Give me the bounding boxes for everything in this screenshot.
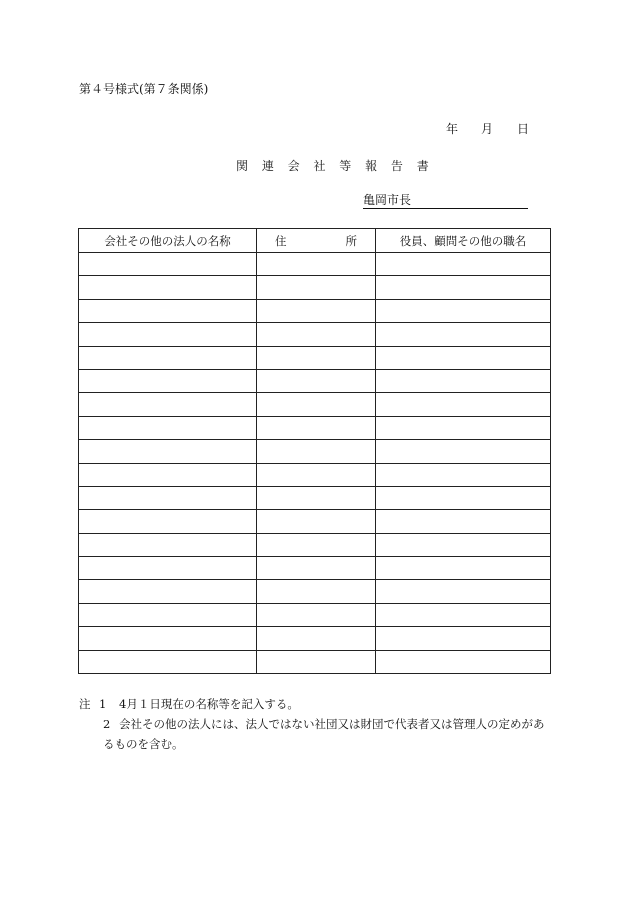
table-row (79, 393, 551, 416)
address-cell[interactable] (257, 463, 376, 486)
note-2-text-continued: るものを含む。 (103, 737, 184, 751)
table-row (79, 323, 551, 346)
table-row (79, 276, 551, 299)
table-row (79, 299, 551, 322)
position-cell[interactable] (376, 323, 551, 346)
company-name-cell[interactable] (79, 369, 257, 392)
table-row (79, 557, 551, 580)
header-address-part1: 住 (275, 233, 287, 248)
company-name-cell[interactable] (79, 253, 257, 276)
company-name-cell[interactable] (79, 486, 257, 509)
position-cell[interactable] (376, 486, 551, 509)
company-name-cell[interactable] (79, 627, 257, 650)
header-position: 役員、顧問その他の職名 (376, 229, 551, 253)
note-2-number: 2 (103, 717, 111, 731)
position-cell[interactable] (376, 627, 551, 650)
table-row (79, 416, 551, 439)
document-title: 関 連 会 社 等 報 告 書 (236, 159, 434, 173)
address-cell[interactable] (257, 369, 376, 392)
company-name-cell[interactable] (79, 393, 257, 416)
address-cell[interactable] (257, 440, 376, 463)
table-row (79, 346, 551, 369)
company-name-cell[interactable] (79, 533, 257, 556)
address-cell[interactable] (257, 276, 376, 299)
table-row (79, 580, 551, 603)
company-name-cell[interactable] (79, 510, 257, 533)
position-cell[interactable] (376, 346, 551, 369)
address-cell[interactable] (257, 393, 376, 416)
address-cell[interactable] (257, 557, 376, 580)
position-cell[interactable] (376, 369, 551, 392)
address-cell[interactable] (257, 346, 376, 369)
header-address-part2: 所 (345, 233, 357, 248)
report-table (78, 228, 551, 674)
position-cell[interactable] (376, 463, 551, 486)
address-cell[interactable] (257, 416, 376, 439)
position-cell[interactable] (376, 580, 551, 603)
company-name-cell[interactable] (79, 276, 257, 299)
addressee: 亀岡市長 (363, 193, 528, 209)
company-name-cell[interactable] (79, 416, 257, 439)
header-company-name: 会社その他の法人の名称 (79, 229, 257, 253)
company-name-cell[interactable] (79, 557, 257, 580)
form-number: 第４号様式(第７条関係) (79, 82, 209, 96)
table-row (79, 603, 551, 626)
company-name-cell[interactable] (79, 580, 257, 603)
address-cell[interactable] (257, 486, 376, 509)
address-cell[interactable] (257, 533, 376, 556)
table-row (79, 369, 551, 392)
position-cell[interactable] (376, 510, 551, 533)
position-cell[interactable] (376, 650, 551, 673)
table-row (79, 533, 551, 556)
note-1-text: 4月１日現在の名称等を記入する。 (119, 697, 299, 711)
note-2-text: 会社その他の法人には、法人ではない社団又は財団で代表者又は管理人の定めがあ (119, 717, 545, 731)
position-cell[interactable] (376, 533, 551, 556)
position-cell[interactable] (376, 603, 551, 626)
address-cell[interactable] (257, 603, 376, 626)
table-header-row (79, 229, 551, 253)
table-row (79, 253, 551, 276)
company-name-cell[interactable] (79, 650, 257, 673)
address-cell[interactable] (257, 299, 376, 322)
date-day: 日 (517, 122, 530, 136)
table-row (79, 440, 551, 463)
position-cell[interactable] (376, 557, 551, 580)
date-month: 月 (481, 122, 494, 136)
company-name-cell[interactable] (79, 440, 257, 463)
address-cell[interactable] (257, 650, 376, 673)
address-cell[interactable] (257, 323, 376, 346)
note-2 (103, 714, 553, 754)
table-row (79, 627, 551, 650)
table-row (79, 510, 551, 533)
company-name-cell[interactable] (79, 463, 257, 486)
table-row (79, 463, 551, 486)
address-cell[interactable] (257, 627, 376, 650)
position-cell[interactable] (376, 299, 551, 322)
note-1-number: 1 (99, 697, 107, 711)
position-cell[interactable] (376, 253, 551, 276)
position-cell[interactable] (376, 393, 551, 416)
address-cell[interactable] (257, 580, 376, 603)
position-cell[interactable] (376, 416, 551, 439)
address-cell[interactable] (257, 253, 376, 276)
table-row (79, 486, 551, 509)
position-cell[interactable] (376, 440, 551, 463)
company-name-cell[interactable] (79, 346, 257, 369)
date-year: 年 (446, 122, 459, 136)
header-address (257, 229, 376, 253)
notes (79, 694, 299, 714)
company-name-cell[interactable] (79, 299, 257, 322)
company-name-cell[interactable] (79, 603, 257, 626)
address-cell[interactable] (257, 510, 376, 533)
table-body (79, 253, 551, 674)
table-row (79, 650, 551, 673)
company-name-cell[interactable] (79, 323, 257, 346)
position-cell[interactable] (376, 276, 551, 299)
notes-label: 注 (79, 697, 91, 711)
